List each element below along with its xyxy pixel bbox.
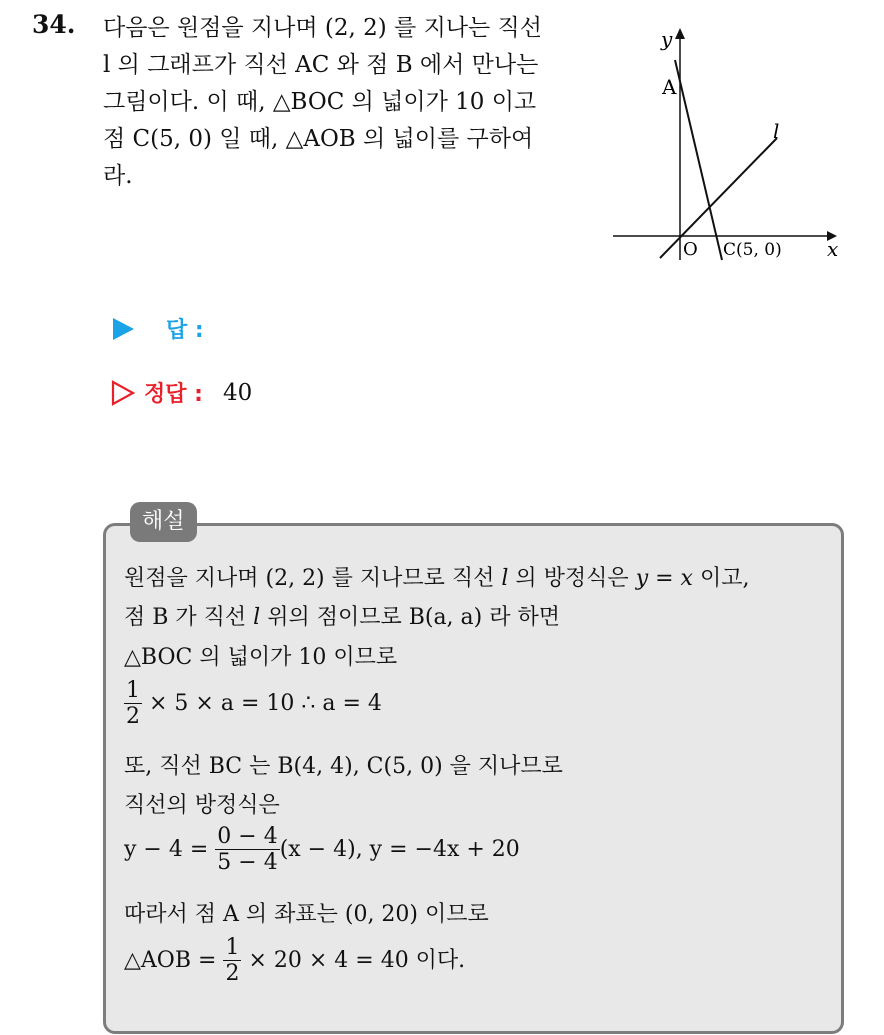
- y-axis-arrow: [675, 28, 685, 39]
- solution-line-5: 또, 직선 BC 는 B(4, 4), C(5, 0) 을 지나므로: [124, 754, 563, 779]
- outline-triangle-icon: [110, 380, 136, 406]
- solution-line-2: 점 B 가 직선 l 위의 점이므로 B(a, a) 라 하면: [124, 605, 560, 630]
- point-a-label: A: [662, 75, 677, 99]
- solution-line-8: 따라서 점 A 의 좌표는 (0, 20) 이므로: [124, 902, 489, 927]
- solution-line-9: △AOB = $\frac{1}{2}$ × 20 × 4 = 40 이다.: [124, 935, 466, 987]
- coordinate-graph: [605, 20, 845, 270]
- question-line-4: 점 C(5, 0) 일 때, △AOB 의 넓이를 구하여: [103, 126, 534, 152]
- answer-label: 답 :: [166, 318, 204, 343]
- solution-line-6: 직선의 방정식은: [124, 793, 280, 818]
- correct-answer-value: 40: [222, 379, 253, 406]
- question-line-1: 다음은 원점을 지나며 (2, 2) 를 지나는 직선: [103, 15, 542, 41]
- solution-line-1: 원점을 지나며 (2, 2) 를 지나므로 직선 l 의 방정식은 y = x 이고,: [124, 566, 750, 591]
- x-axis-label: x: [827, 237, 839, 261]
- fraction-half: $\frac{1}{2}$: [126, 678, 140, 730]
- origin-label: O: [683, 239, 698, 260]
- question-number: 34.: [32, 10, 76, 39]
- correct-answer-row: [110, 377, 252, 408]
- fraction-half-2: $\frac{1}{2}$: [225, 935, 240, 987]
- play-triangle-icon: [110, 316, 136, 342]
- solution-tag: 해설: [130, 502, 197, 542]
- solution-line-7: y − 4 = $\frac{0 - 4}{5 - 4}$ (x − 4), y = −4x + 20: [124, 824, 520, 876]
- question-line-5: 라.: [103, 163, 133, 189]
- fraction-slope: $\frac{0 - 4}{5 - 4}$: [217, 824, 278, 876]
- y-axis-label: y: [661, 27, 673, 51]
- solution-line-3: △BOC 의 넓이가 10 이므로: [124, 645, 398, 670]
- line-ac: [675, 60, 722, 260]
- correct-answer-label: 정답 :: [144, 382, 203, 407]
- line-l-label: l: [773, 119, 780, 143]
- answer-row: [110, 313, 218, 344]
- solution-line-4: $\frac{1}{2}$ × 5 × a = 10 ∴ a = 4: [126, 678, 382, 730]
- question-text: [103, 10, 593, 195]
- point-c-label: C(5, 0): [723, 240, 782, 260]
- question-line-2: l 의 그래프가 직선 AC 와 점 B 에서 만나는: [103, 52, 539, 78]
- question-line-3: 그림이다. 이 때, △BOC 의 넓이가 10 이고: [103, 89, 537, 115]
